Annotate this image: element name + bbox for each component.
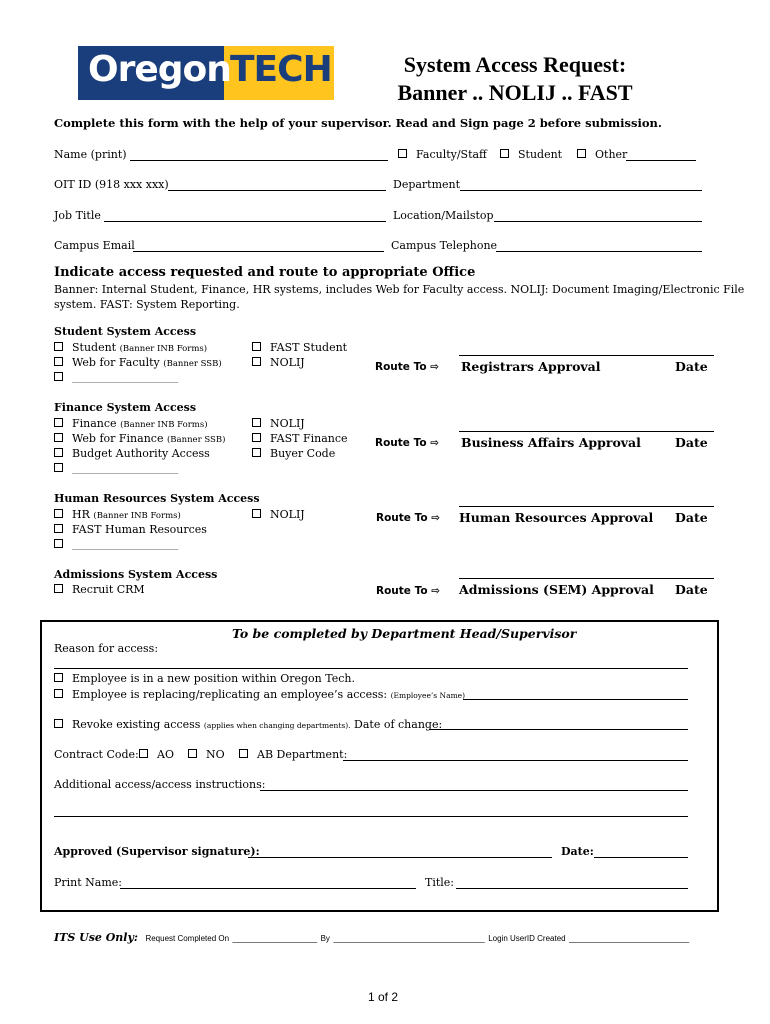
approved-label: Approved (Supervisor signature): (54, 845, 260, 858)
login-userid-input[interactable]: ___________________________ (569, 934, 690, 943)
faculty-checkbox[interactable] (398, 149, 407, 158)
checkbox[interactable] (252, 509, 261, 518)
department-label: Department (393, 178, 461, 191)
route-to-hr (376, 512, 440, 524)
name-input[interactable] (130, 160, 388, 161)
option-label: AO (157, 748, 174, 761)
web-for-faculty-item[interactable] (54, 356, 222, 369)
additional-access-label: Additional access/access instructions: (54, 778, 266, 791)
login-userid-label: Login UserID Created (488, 934, 566, 943)
checkbox[interactable] (252, 433, 261, 442)
item-blank: _________________________ (72, 465, 179, 475)
student-option[interactable] (500, 148, 562, 161)
hr-group-title: Human Resources System Access (54, 492, 260, 505)
item-label: Buyer Code (270, 447, 336, 460)
fast-hr-item[interactable] (54, 523, 207, 536)
other-option[interactable] (577, 148, 627, 161)
title-input[interactable] (456, 888, 688, 889)
print-name-input[interactable] (120, 888, 416, 889)
nolij-hr-item[interactable] (252, 508, 305, 521)
change-date-label: Date of change: (354, 718, 443, 731)
employee-name-input[interactable] (463, 699, 688, 700)
location-input[interactable] (494, 221, 702, 222)
finance-group-title: Finance System Access (54, 401, 197, 414)
reason-label: Reason for access: (54, 642, 159, 655)
item-label: Finance (72, 417, 117, 430)
revoke-option[interactable] (54, 718, 442, 731)
job-title-label: Job Title (54, 209, 101, 222)
registrar-approval-label: Registrars Approval (461, 359, 601, 374)
its-use-row (54, 931, 689, 944)
fast-finance-item[interactable] (252, 432, 348, 445)
item-note: (Banner SSB) (166, 435, 226, 445)
request-completed-label: Request Completed On (145, 934, 230, 943)
reason-input[interactable] (54, 668, 688, 669)
business-affairs-approval-label: Business Affairs Approval (461, 435, 641, 450)
student-label: Student (518, 148, 563, 161)
checkbox[interactable] (54, 342, 63, 351)
checkbox[interactable] (252, 418, 261, 427)
name-label: Name (print) (54, 148, 127, 161)
checkbox[interactable] (54, 418, 63, 427)
hr-date-label: Date (675, 510, 708, 525)
campus-email-label: Campus Email (54, 239, 135, 252)
nolij-finance-item[interactable] (252, 417, 305, 430)
item-label: NOLIJ (270, 356, 305, 369)
checkbox[interactable] (54, 524, 63, 533)
student-other-item[interactable] (54, 371, 178, 384)
checkbox[interactable] (54, 509, 63, 518)
nolij-student-item[interactable] (252, 356, 305, 369)
item-note: (Banner INB Forms) (120, 420, 208, 430)
supervisor-section (40, 620, 719, 912)
item-label: FAST Finance (270, 432, 348, 445)
finance-other-item[interactable] (54, 462, 178, 475)
title-label: Title: (425, 876, 455, 889)
checkbox[interactable] (252, 342, 261, 351)
student-checkbox[interactable] (500, 149, 509, 158)
checkbox[interactable] (54, 539, 63, 548)
route-to-business-affairs (375, 437, 439, 449)
faculty-staff-option[interactable] (398, 148, 487, 161)
item-label: FAST Student (270, 341, 348, 354)
arrow-right-icon: ⇨ (431, 585, 441, 597)
student-group-title: Student System Access (54, 325, 197, 338)
campus-email-input[interactable] (133, 251, 384, 252)
budget-authority-item[interactable] (54, 447, 210, 460)
ab-department-input[interactable] (343, 760, 688, 761)
route-to-admissions (376, 585, 440, 597)
request-completed-input[interactable]: ___________________ (232, 934, 318, 943)
item-blank: _________________________ (72, 541, 179, 551)
item-label: Student (72, 341, 117, 354)
hr-signature-line[interactable] (459, 506, 714, 507)
other-checkbox[interactable] (577, 149, 586, 158)
route-label: Route To (375, 361, 427, 373)
contract-code-label: Contract Code: (54, 748, 139, 761)
job-title-input[interactable] (104, 221, 386, 222)
item-label: Recruit CRM (72, 583, 145, 596)
admissions-date-label: Date (675, 582, 708, 597)
item-label: Budget Authority Access (72, 447, 210, 460)
hr-item[interactable] (54, 508, 181, 521)
admissions-signature-line[interactable] (459, 578, 714, 579)
item-note: (Banner INB Forms) (93, 511, 181, 521)
checkbox[interactable] (54, 719, 63, 728)
option-label: Employee is in a new position within Oregon Tech. (72, 672, 355, 685)
checkbox[interactable] (54, 689, 63, 698)
item-label: Web for Finance (72, 432, 164, 445)
checkbox[interactable] (252, 357, 261, 366)
business-affairs-signature-line[interactable] (459, 431, 714, 432)
business-affairs-date-label: Date (675, 435, 708, 450)
code-ao-option[interactable] (139, 748, 174, 761)
fast-student-item[interactable] (252, 341, 347, 354)
arrow-right-icon: ⇨ (430, 361, 440, 373)
option-note: (applies when changing departments). (203, 721, 351, 730)
item-note: (Banner INB Forms) (119, 344, 208, 354)
checkbox[interactable] (54, 673, 63, 682)
checkbox[interactable] (54, 448, 63, 457)
checkbox[interactable] (139, 749, 148, 758)
checkbox[interactable] (54, 372, 63, 381)
campus-phone-label: Campus Telephone (391, 239, 498, 252)
route-label: Route To (376, 585, 428, 597)
hr-other-item[interactable] (54, 538, 178, 551)
access-description-1: Banner: Internal Student, Finance, HR systems, includes Web for Faculty access. NOLIJ: Document Imaging/Electronic File (54, 283, 745, 296)
arrow-right-icon: ⇨ (430, 437, 440, 449)
other-label: Other (595, 148, 628, 161)
oit-id-label: OIT ID (918 xxx xxx) (54, 178, 169, 191)
route-label: Route To (376, 512, 428, 524)
supervisor-signature-input[interactable] (248, 857, 552, 858)
checkbox[interactable] (54, 357, 63, 366)
checkbox[interactable] (188, 749, 197, 758)
item-label: HR (72, 508, 90, 521)
checkbox[interactable] (54, 463, 63, 472)
approval-date-label: Date: (561, 845, 594, 858)
item-label: Web for Faculty (72, 356, 160, 369)
buyer-code-item[interactable] (252, 447, 335, 460)
item-blank: _________________________ (72, 374, 179, 384)
form-title-line2: Banner .. NOLIJ .. FAST (397, 80, 633, 105)
location-label: Location/Mailstop (393, 209, 494, 222)
approval-date-input[interactable] (594, 857, 688, 858)
additional-access-input[interactable] (260, 790, 688, 791)
route-label: Route To (375, 437, 427, 449)
department-input[interactable] (460, 190, 702, 191)
its-label: ITS Use Only: (54, 931, 138, 944)
checkbox[interactable] (252, 448, 261, 457)
hr-approval-label: Human Resources Approval (459, 510, 654, 525)
registrar-signature-line[interactable] (459, 355, 714, 356)
student-item[interactable] (54, 341, 207, 354)
arrow-right-icon: ⇨ (431, 512, 441, 524)
new-position-option[interactable] (54, 672, 355, 685)
replacing-option[interactable] (54, 688, 465, 701)
supervisor-heading: To be completed by Department Head/Supervisor (232, 626, 577, 641)
print-name-label: Print Name: (54, 876, 123, 889)
other-input[interactable] (626, 160, 696, 161)
additional-access-input-2[interactable] (54, 816, 688, 817)
page-number: 1 of 2 (368, 990, 399, 1004)
item-label: NOLIJ (270, 417, 305, 430)
oregon-tech-logo (78, 46, 334, 100)
access-description-2: system. FAST: System Reporting. (54, 298, 240, 311)
logo-oregon-text: Oregon (88, 49, 231, 90)
code-ab-option[interactable] (239, 748, 347, 761)
checkbox[interactable] (54, 433, 63, 442)
checkbox[interactable] (239, 749, 248, 758)
code-no-option[interactable] (188, 748, 225, 761)
admissions-group-title: Admissions System Access (54, 568, 218, 581)
web-for-finance-item[interactable] (54, 432, 225, 445)
logo-tech-text: TECH (230, 49, 332, 90)
by-input[interactable]: __________________________________ (333, 934, 485, 943)
access-heading: Indicate access requested and route to appropriate Office (54, 265, 476, 280)
change-date-input[interactable] (429, 729, 688, 730)
by-label: By (320, 934, 330, 943)
campus-phone-input[interactable] (496, 251, 702, 252)
option-label: AB Department: (257, 748, 348, 761)
item-note: (Banner SSB) (163, 359, 222, 369)
option-label: Revoke existing access (72, 718, 201, 731)
item-label: NOLIJ (270, 508, 305, 521)
option-note: (Employee’s Name) (390, 691, 466, 700)
option-label: NO (206, 748, 225, 761)
instructions: Complete this form with the help of your supervisor. Read and Sign page 2 before submission. (54, 116, 662, 130)
finance-item[interactable] (54, 417, 208, 430)
faculty-label: Faculty/Staff (416, 148, 487, 161)
option-label: Employee is replacing/replicating an employee’s access: (72, 688, 388, 701)
registrar-date-label: Date (675, 359, 708, 374)
checkbox[interactable] (54, 584, 63, 593)
form-title-line1: System Access Request: (403, 52, 627, 77)
item-label: FAST Human Resources (72, 523, 207, 536)
route-to-registrar (375, 361, 439, 373)
recruit-crm-item[interactable] (54, 583, 145, 596)
oit-id-input[interactable] (168, 190, 386, 191)
admissions-approval-label: Admissions (SEM) Approval (459, 582, 654, 597)
